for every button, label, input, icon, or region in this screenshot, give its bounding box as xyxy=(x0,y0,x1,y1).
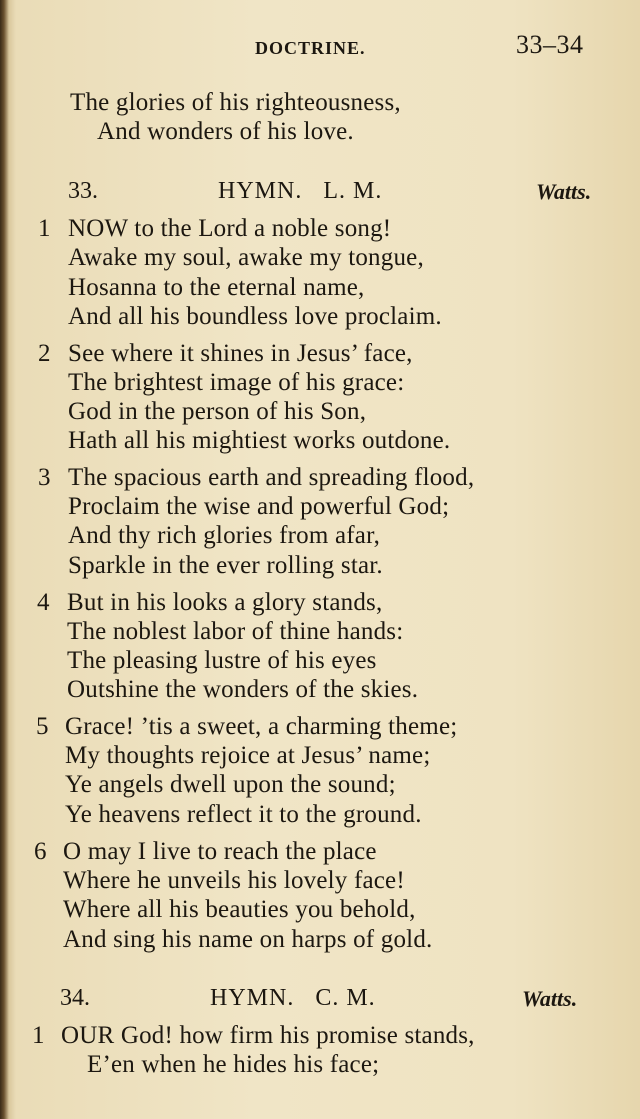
verse-line: Hath all his mightiest works outdone. xyxy=(68,427,451,454)
hymn-33-title: HYMN. L. M. xyxy=(218,178,383,204)
verse-line: And sing his name on harps of gold. xyxy=(63,926,433,953)
verse-number: 1 xyxy=(32,1022,45,1049)
verse-line: O may I live to reach the place xyxy=(63,838,377,865)
verse-line: Where he unveils his lovely face! xyxy=(63,867,405,894)
verse-number: 4 xyxy=(37,589,50,616)
verse-line: And thy rich glories from afar, xyxy=(68,522,381,549)
continuation-line: The glories of his righteousness, xyxy=(70,89,401,116)
verse-line: NOW to the Lord a noble song! xyxy=(68,215,392,242)
verse-line: And all his boundless love proclaim. xyxy=(68,303,442,330)
verse-line: God in the person of his Son, xyxy=(68,398,367,425)
hymn-33-author: Watts. xyxy=(536,179,592,204)
hymn-34-number: 34. xyxy=(60,985,90,1011)
verse-line: Ye heavens reflect it to the ground. xyxy=(65,801,422,828)
verse-line: OUR God! how firm his promise stands, xyxy=(61,1022,475,1049)
continuation-line: And wonders of his love. xyxy=(97,118,354,145)
verse-line: The pleasing lustre of his eyes xyxy=(67,647,377,674)
verse-line: Sparkle in the ever rolling star. xyxy=(68,552,383,579)
verse-line: Grace! ’tis a sweet, a charming theme; xyxy=(65,713,458,740)
verse-number: 6 xyxy=(34,838,47,865)
running-head: DOCTRINE. xyxy=(255,38,366,58)
verse-line: Where all his beauties you behold, xyxy=(63,896,416,923)
verse-number: 1 xyxy=(38,215,51,242)
verse-number: 5 xyxy=(36,713,49,740)
verse-line: E’en when he hides his face; xyxy=(87,1051,380,1078)
verse-line: But in his looks a glory stands, xyxy=(67,589,383,616)
verse-line: The noblest labor of thine hands: xyxy=(67,618,404,645)
verse-line: My thoughts rejoice at Jesus’ name; xyxy=(65,742,431,769)
verse-line: The spacious earth and spreading flood, xyxy=(68,464,475,491)
page-number: 33–34 xyxy=(516,30,584,59)
hymn-34-title: HYMN. C. M. xyxy=(210,985,376,1011)
verse-number: 3 xyxy=(38,464,51,491)
verse-line: Ye angels dwell upon the sound; xyxy=(65,771,396,798)
verse-line: The brightest image of his grace: xyxy=(68,369,405,396)
verse-line: See where it shines in Jesus’ face, xyxy=(68,340,413,367)
hymn-33-number: 33. xyxy=(68,178,98,204)
verse-line: Outshine the wonders of the skies. xyxy=(67,676,419,703)
hymn-34-author: Watts. xyxy=(522,986,578,1011)
verse-line: Proclaim the wise and powerful God; xyxy=(68,493,450,520)
verse-line: Hosanna to the eternal name, xyxy=(68,274,365,301)
verse-line: Awake my soul, awake my tongue, xyxy=(68,244,424,271)
verse-number: 2 xyxy=(38,340,51,367)
